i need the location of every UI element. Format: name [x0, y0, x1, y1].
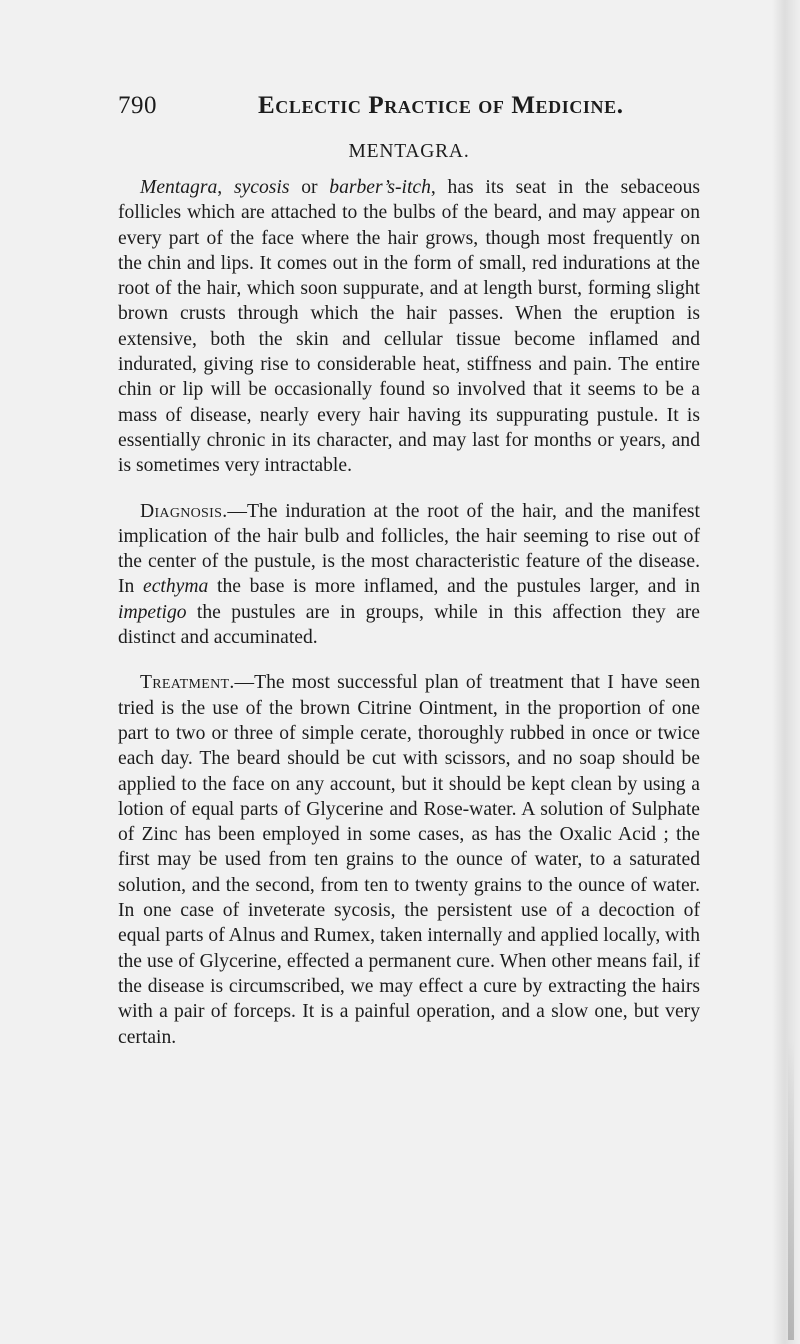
running-head — [118, 92, 702, 132]
term-sycosis: sycosis — [233, 177, 290, 198]
diagnosis-text-1: —The induration at the root of the hair, and the manifest implication of the hair bulb and follicles, the hair seeming to rise out of the center of the pustule, is the most characteristic feature of the disease. In — [118, 500, 700, 598]
running-title: Eclectic Practice of Medicine. — [258, 92, 624, 119]
treatment-text: —The most successful plan of treatment that I have seen tried is the use of the brown Citrine Ointment, in the proportion of one part to two or three of simple cerate, thoroughly rubbed in once or twice each day. The beard should be cut with scissors, and no soap should be applied to the face on any account, but it should be kept clean by using a lotion of equal parts of Glycerine and Rose-water. A solution of Sulphate of Zinc has been employed in some cases, as has the Oxalic Acid ; the first may be used from ten grains to the ounce of water, to a saturated solution, and the second, from ten to twenty grains to the ounce of water. In one case of inveterate sycosis, the persistent use of a decoction of equal parts of Alnus and Rumex, taken internally and applied locally, with the use of Glycerine, effected a permanent cure. When other means fail, if the disease is circumscribed, we may effect a cure by extracting the hairs with a pair of forceps. It is a painful operation, and a slow one, but very certain. — [118, 672, 700, 1048]
term-ecthyma: ecthyma — [143, 576, 209, 598]
intro-separator-1: , — [217, 177, 234, 198]
intro-separator-2: or — [289, 177, 330, 198]
intro-text: , has its seat in the sebaceous follicles which are attached to the bulbs of the beard, and may appear on every part of the face where the hair grows, though most frequently on the chin and lips. It comes out in the form of small, red indurations at the root of the hair, which soon suppurate, and at length burst, forming slight brown crusts through which the hair passes. When the eruption is extensive, both the skin and cellular tissue become inflamed and indurated, giving rise to considerable heat, stiffness and pain. The entire chin or lip will be occasionally found so involved that it seems to be a mass of disease, nearly every hair having its suppurating pustule. It is essentially chronic in its character, and may last for months or years, and is sometimes very intractable. — [118, 177, 700, 477]
diagnosis-text-2: the base is more inflamed, and the pustules larger, and in — [208, 576, 700, 598]
term-barbers-itch: barber’s-itch — [329, 177, 431, 198]
page-edge-shadow — [772, 0, 800, 1344]
treatment-paragraph — [118, 670, 700, 1049]
diagnosis-text-3: the pustules are in groups, while in this affection they are distinct and accuminated. — [118, 601, 700, 649]
treatment-heading: Treatment. — [140, 672, 235, 694]
page-number: 790 — [118, 92, 157, 119]
section-title: MENTAGRA. — [348, 141, 470, 162]
page-body — [118, 138, 700, 1070]
term-mentagra: Mentagra — [140, 177, 218, 198]
diagnosis-heading: Diagnosis. — [140, 500, 228, 522]
page-edge-darkening — [788, 1040, 794, 1340]
intro-paragraph — [118, 175, 700, 479]
term-impetigo: impetigo — [118, 601, 187, 623]
diagnosis-paragraph — [118, 499, 700, 651]
